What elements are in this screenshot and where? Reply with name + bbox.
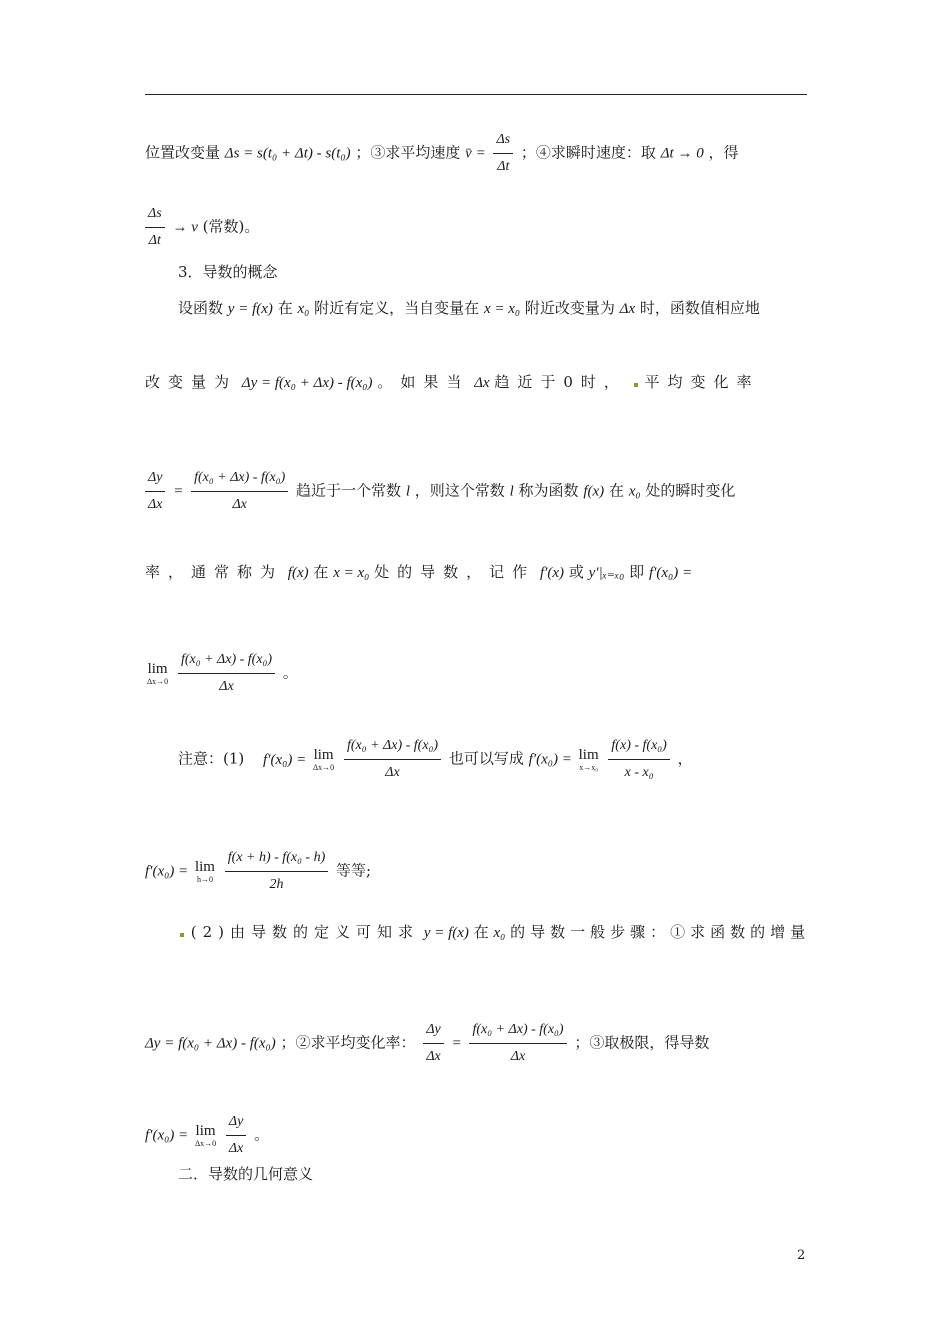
fraction: $\frac{\text{f(x₀ + Δx) - f(x₀)}}{\Delta x}$	[344, 736, 441, 783]
note-4: Δy = f(x₀ + Δx) - f(x₀) ；②求平均变化率： $\frac{\Delta y}{\Delta x}$ = $\frac{\text{f(x₀ + Δx) - f(x₀)}}{\Delta x}$ ；③取极限，得导数	[145, 1020, 807, 1067]
formula: y = f(x)	[227, 301, 273, 317]
fraction: $\frac{\text{f(x + h) - f(x₀ - h)}}{2h}$	[225, 848, 329, 895]
paragraph-2	[145, 204, 807, 251]
paragraph-4: 改变量为 Δy = f(x₀ + Δx) - f(x₀) 。如果当 Δx 趋近于0时， 平均变化率	[145, 373, 760, 391]
text: ，得	[708, 143, 739, 162]
formula: x₀	[297, 301, 310, 317]
text: ；④求瞬时速度：取	[520, 143, 656, 162]
header-rule	[145, 94, 807, 95]
page-number: 2	[797, 1248, 806, 1263]
section-heading-3: 3．导数的概念	[178, 263, 278, 281]
paragraph-3: 设函数 y = f(x) 在 x₀ 附近有定义，当自变量在 x = x₀ 附近改变量为 Δx 时，函数值相应地	[178, 299, 760, 317]
paragraph-1	[145, 130, 807, 177]
note-2: f′(x₀) = lim h→0 $\frac{\text{f(x + h) - f(x₀ - h)}}{2h}$ 等等;	[145, 848, 807, 895]
marker-dot	[180, 933, 184, 937]
marker-dot	[634, 383, 638, 387]
text: (常数)。	[202, 217, 260, 236]
fraction: $\frac{\text{f(x₀ + Δx) - f(x₀)}}{\Delta x}$	[469, 1020, 566, 1067]
formula: Δt → 0	[660, 145, 704, 162]
fraction: $\frac{\Delta y}{\Delta x}$	[226, 1112, 246, 1159]
fraction: $\frac{\Delta y}{\Delta x}$	[423, 1020, 443, 1067]
formula: Δx	[619, 301, 636, 317]
text: ；③求平均速度	[355, 143, 461, 162]
formula: → v	[172, 219, 198, 236]
formula: v̄ =	[465, 145, 486, 162]
limit: lim x→x₀	[578, 746, 599, 772]
paragraph-7: lim Δx→0 $\frac{\text{f(x₀ + Δx) - f(x₀)}}{\Delta x}$ 。	[145, 650, 807, 697]
fraction: $\frac{\Delta y}{\Delta x}$	[145, 468, 165, 515]
limit: lim h→0	[194, 858, 215, 884]
formula: Δs = s(t₀ + Δt) - s(t₀)	[224, 145, 351, 162]
limit: lim Δx→0	[313, 746, 335, 772]
note-3: (2)由导数的定义可知求 y = f(x) 在 x₀ 的导数一般步骤：①求函数的增量	[178, 922, 807, 943]
paragraph-6: 率，通常称为 f(x) 在 x = x₀ 处的导数，记作 f′(x) 或 y′|ₓ₌ₓ₀ 即 f′(x₀) =	[145, 563, 693, 581]
note-1: 注意：(1) f′(x₀) = lim Δx→0 $\frac{\text{f(x₀ + Δx) - f(x₀)}}{\Delta x}$ 也可以写成 f′(x₀) = lim x→x₀ $\frac{\text{f(x) - f(x₀)}}{\text{x - x₀}}$ ，	[178, 736, 807, 783]
limit: lim Δx→0	[147, 660, 169, 686]
section-heading-geometric: 二．导数的几何意义	[178, 1165, 314, 1183]
limit: lim Δx→0	[194, 1122, 217, 1148]
formula: Δy = f(x₀ + Δx) - f(x₀)	[241, 375, 373, 391]
paragraph-5: $\frac{\Delta y}{\Delta x}$ = $\frac{\text{f(x₀ + Δx) - f(x₀)}}{\Delta x}$ 趋近于一个常数 l ，则这个常数 l 称为函数 f(x) 在 x₀ 处的瞬时变化	[145, 468, 807, 515]
formula: Δx	[474, 375, 490, 391]
note-5: f′(x₀) = lim Δx→0 $\frac{\Delta y}{\Delta x}$ 。	[145, 1112, 807, 1159]
text: 位置改变量	[145, 143, 221, 162]
fraction: $\frac{\text{f(x₀ + Δx) - f(x₀)}}{\Delta x}$	[191, 468, 288, 515]
fraction: $\frac{\Delta s}{\Delta t}$	[145, 204, 165, 251]
fraction: $\frac{\text{f(x) - f(x₀)}}{\text{x - x₀}}$	[608, 736, 669, 783]
fraction: $\frac{\text{f(x₀ + Δx) - f(x₀)}}{\Delta x}$	[178, 650, 275, 697]
fraction: $\frac{\Delta s}{\Delta t}$	[493, 130, 513, 177]
formula: x = x₀	[483, 301, 521, 317]
